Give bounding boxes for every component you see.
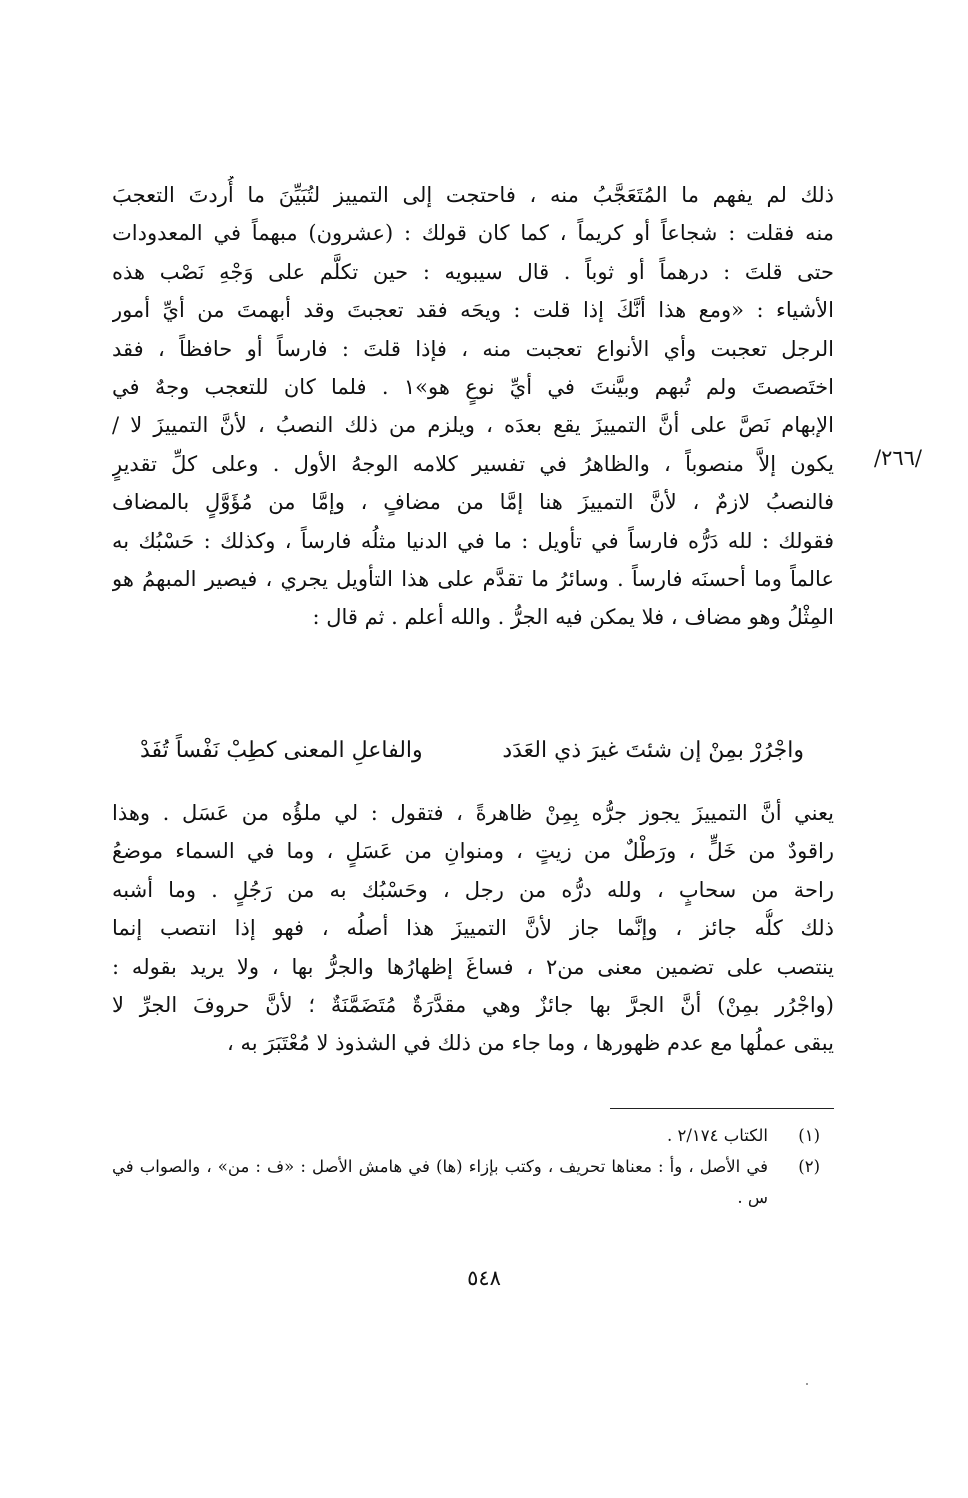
text-line: يكون إلاَّ منصوباً ، والظاهرُ في تفسير كلامه الوجهُ الأول . وعلى كلِّ تقديرٍ xyxy=(112,451,834,476)
footnotes xyxy=(112,1120,834,1213)
text-line: اختَصصتَ ولم تُبهم وبيَّنتَ في أيِّ نوعٍ هو»١ . فلما كان للتعجب وجهٌ في xyxy=(112,374,834,399)
text-line: ذلك كلُّه جائز ، وإنَّما جاز لأنَّ التمييزَ هذا أصلُه ، فهو إذا انتصب إنما xyxy=(112,916,834,941)
footnote-number: (١) xyxy=(798,1126,820,1145)
page-number: ٥٤٨ xyxy=(467,1266,501,1290)
text-line: ذلك لم يفهم ما المُتَعَجَّبُ منه ، فاحتجت إلى التمييز لتُبَيِّنَ ما أُردتَ التعجبَ xyxy=(112,183,834,207)
footnote-number: (٢) xyxy=(798,1157,820,1176)
footnote-text: الكتاب ٢/١٧٤ . xyxy=(666,1126,768,1145)
verse-second-hemistich: والفاعلِ المعنى كطِبْ نَفْساً تُفَدْ xyxy=(140,738,423,763)
text-line: راحة من سحابٍ ، ولله درُّه من رجل ، وحَسْبُك به من رَجُلٍ . وما أشبه xyxy=(112,877,834,902)
main-text-block-2 xyxy=(112,794,834,1063)
text-line: راقودٌ من خَلٍّ ، ورَطْلٌ من زيتٍ ، ومنوانِ من عَسَلٍ ، وما في السماء موضعُ xyxy=(112,839,834,864)
text-line: يعني أنَّ التمييزَ يجوز جرُّه بِمِنْ ظاهرةً ، فتقول : لي ملؤُه من عَسَل . وهذا xyxy=(112,801,834,825)
text-line: حتى قلتَ : درهماً أو ثوباً . قال سيبويه : حين تكلَّم على وَجْهِ نَصْب هذه xyxy=(112,259,834,284)
text-line: الإبهام نَصَّ على أنَّ التمييزَ يقع بعدَه ، ويلزم من ذلك النصبُ ، لأنَّ التمييزَ لا / xyxy=(112,413,834,438)
footnote-text: في الأصل ، وأ : معناها تحريف ، وكتب بإزاء (ها) في هامش الأصل : «ف : من» ، والصواب في س . xyxy=(112,1157,768,1207)
footnote-divider xyxy=(610,1108,834,1109)
text-line: المِثْلُ وهو مضاف ، فلا يمكن فيه الجرُّ . والله أعلم . ثم قال : xyxy=(312,605,834,630)
text-line: فالنصبُ لازمٌ ، لأنَّ التمييزَ هنا إمَّا من مضافٍ ، وإمَّا من مُؤَوَّلٍ بالمضاف xyxy=(112,490,834,515)
verse-first-hemistich: واجْرُرْ بمِنْ إن شئتَ غيرَ ذي العَدَد xyxy=(502,738,804,763)
main-text-block-1 xyxy=(112,176,834,637)
text-line: (واجْرُر بمِنْ) أنَّ الجرَّ بها جائزٌ وهي مقدَّرَةٌ مُتَضَمَّنَةٌ ؛ لأنَّ حروفَ الجرِّ لا xyxy=(112,992,834,1017)
scan-speck xyxy=(806,1383,808,1385)
text-line: ينتصب على تضمين معنى من٢ ، فساغَ إظهارُها والجرُّ بها ، ولا يريد بقوله : xyxy=(112,954,834,979)
manuscript-folio-marker: /٢٦٦/ xyxy=(874,446,922,470)
text-line: الأشياء : «ومع هذا أنَّكَ إذا قلت : ويحَه فقد تعجبتَ وقد أبهمتَ من أيِّ أمور xyxy=(112,298,834,323)
text-line: الرجل تعجبت وأي الأنواع تعجبت منه ، فإذا قلتَ : فارساً أو حافظاً ، فقد xyxy=(112,336,834,361)
text-line: يبقى عملُها مع عدم ظهورها ، وما جاء من ذلك في الشذوذ لا مُعْتَبَرَ به ، xyxy=(226,1031,834,1056)
footnote xyxy=(112,1151,834,1213)
text-line: منه فقلت : شجاعاً أو كريماً ، كما كان قولك : (عشرون) مبهماً في المعدودات xyxy=(112,221,834,246)
footnote xyxy=(112,1120,834,1151)
text-line: فقولك : لله دَرُّه فارساً في تأويل : ما في الدنيا مثلُه فارساً ، وكذلك : حَسْبُك به xyxy=(112,528,834,553)
text-line: عالماً وما أحسنَه فارساً . وسائرُ ما تقدَّم على هذا التأويل يجري ، فيصير المبهمُ هو xyxy=(112,566,834,591)
